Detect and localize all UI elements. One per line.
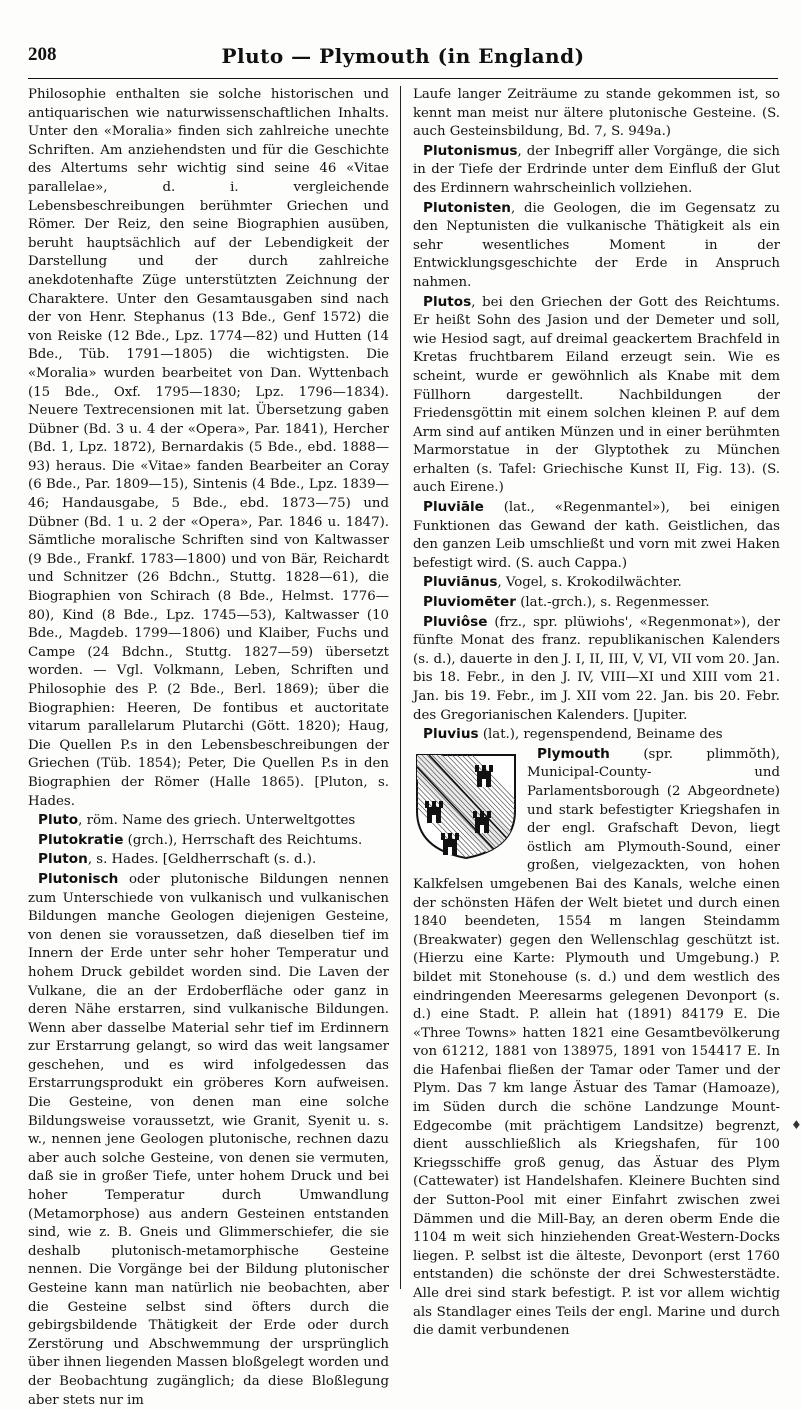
entry-l3 bbox=[28, 831, 389, 851]
headword: Plymouth bbox=[537, 745, 610, 762]
entry-text: (lat., «Regenmantel»), bei einigen Funktionen das Gewand der kath. Geistlichen, das den ganzen Leib umschließt und vorn mit zwei Haken befestigt wird. (S. auch Cappa.) bbox=[413, 500, 780, 571]
margin-mark: ♦ bbox=[791, 1118, 802, 1132]
headword: Pluto bbox=[38, 812, 79, 829]
entry-text: , Vogel, s. Krokodilwächter. bbox=[497, 575, 682, 591]
entry-r9 bbox=[413, 725, 780, 745]
continuation-text bbox=[413, 86, 780, 142]
left-column bbox=[28, 86, 389, 1408]
continuation-text bbox=[28, 86, 389, 811]
entry-r3 bbox=[413, 199, 780, 293]
entry-text: , röm. Name des griech. Unterweltgottes bbox=[78, 813, 356, 829]
entry-l5 bbox=[28, 870, 389, 1410]
headword: Pluviāle bbox=[423, 499, 484, 516]
entry-text: , s. Hades. [Geldherrschaft (s. d.). bbox=[87, 852, 317, 868]
castle-tower-icon bbox=[425, 801, 443, 823]
entry-text: (lat.), regenspendend, Beiname des bbox=[478, 727, 723, 743]
headword: Pluviānus bbox=[423, 574, 498, 591]
entry-text: Laufe langer Zeiträume zu stande gekommen ist, so kennt man meist nur ältere plutonische Gesteine. (S. auch Gesteinsbildung, Bd. 7, S. 949a.) bbox=[413, 87, 780, 140]
headword: Plutonisten bbox=[423, 199, 511, 216]
entry-text: , bei den Griechen der Gott des Reichtums. Er heißt Sohn des Jasion und der Demeter und soll, wie Hesiod sagt, auf dreimal geackertem Brachfeld in Kretas fruchtbarem Eiland erzeugt sein. Wie es scheint, wurde er gewöhnlich als Knabe mit dem Füllhorn dargestellt. Nachbildungen der Friedensgöttin mit einem solchen kleinen P. auf dem Arm sind auf antiken Münzen und in einer berühmten Marmorstatue in der Glyptothek zu München erhalten (s. Tafel: Griechische Kunst II, Fig. 13). (S. auch Eirene.) bbox=[413, 294, 780, 496]
page-number: 208 bbox=[28, 44, 57, 65]
headword: Plutokratie bbox=[38, 831, 124, 848]
headword: Pluviomēter bbox=[423, 594, 516, 611]
headword: Pluviôse bbox=[423, 613, 488, 630]
entry-r2 bbox=[413, 142, 780, 199]
column-divider bbox=[400, 86, 401, 1289]
headword: Plutonismus bbox=[423, 142, 518, 159]
entry-r4 bbox=[413, 293, 780, 499]
headword: Pluton bbox=[38, 851, 88, 868]
entry-l2 bbox=[28, 811, 389, 831]
headword: Plutonisch bbox=[38, 870, 119, 887]
castle-tower-icon bbox=[475, 765, 493, 787]
entry-r10 bbox=[413, 745, 780, 1341]
entry-text: (frz., spr. plüwiohs', «Regenmonat»), der fünfte Monat des franz. republikanischen Kalenders (s. d.), dauerte in den J. I, II, III, V, VI, VII vom 20. Jan. bis 18. Febr., in den J. IV, VIII—XI und XIII vom 21. Jan. bis 19. Febr., im J. XII vom 22. Jan. bis 20. Febr. des Gregorianischen Kalenders. [Jupiter. bbox=[413, 614, 780, 723]
headword: Plutos bbox=[423, 293, 472, 310]
entry-text: , die Geologen, die im Gegensatz zu den Neptunisten die vulkanische Thätigkeit als ein sehr wesentliches Moment in der Entwicklungsgeschichte der Erde in Anspruch nahmen. bbox=[413, 200, 780, 290]
entry-r6 bbox=[413, 573, 780, 593]
entry-text: (grch.), Herrschaft des Reichtums. bbox=[123, 832, 363, 848]
header-rule bbox=[28, 78, 778, 79]
entry-r5 bbox=[413, 498, 780, 573]
entry-text: (spr. plimmŏth), Municipal-County- und Parlamentsborough (2 Abgeordnete) und stark befestigter Kriegshafen in der engl. Grafschaft Devon, liegt östlich am Plymouth-Sound, einer großen, vielgezackten, von hohen Kalkfelsen umgebenen Bai des Kanals, welche einen der schönsten Häfen der Welt bietet und durch einen 1840 beendeten, 1554 m langen Steindamm (Breakwater) gegen den Wellenschlag geschützt ist. (Hierzu eine Karte: Plymouth und Umgebung.) P. bildet mit Stonehouse (s. d.) und dem westlich des eindringenden Meeresarms gelegenen Devonport (s. d.) eine Stadt. P. allein hat (1891) 84179 E. Die «Three Towns» hatten 1821 eine Gesamtbevölkerung von 61212, 1881 von 138975, 1891 von 154417 E. In die Hafenbai fließen der Tamar oder Tamer und der Plym. Das 7 km lange Ästuar des Tamar (Hamoaze), im Süden durch die schöne Landzunge Mount-Edgecombe (mit prächtigem Landsitze) begrenzt, dient ausschließlich als Kriegshafen, für 100 Kriegsschiffe groß genug, das Ästuar des Plym (Cattewater) ist Handelshafen. Kleinere Buchten sind der Sutton-Pool mit einer Einfahrt zwischen zwei Dämmen und die Mill-Bay, an deren oberm Ende die 1104 m weit sich hinziehenden Great-Western-Docks liegen. P. selbst ist die älteste, Devonport (erst 1760 entstanden) die schönste der drei Schwesterstädte. Alle drei sind stark befestigt. P. ist vor allem wichtig als Standlager eines Teils der engl. Marine und durch die damit verbundenen bbox=[413, 746, 780, 1339]
right-column bbox=[413, 86, 780, 1339]
entry-text: Philosophie enthalten sie solche historischen und antiquarischen wie naturwissenschaftlichen Inhalts. Unter den «Moralia» finden sich zahlreiche unechte Schriften. Am anziehendsten und für die Geschichte des Altertums sehr wichtig sind seine 46 «Vitae parallelae», d. i. vergleichende Lebensbeschreibungen berühmter Griechen und Römer. Der Reiz, den seine Biographien ausüben, beruht hauptsächlich auf der Lebendigkeit der Darstellung und der durch zahlreiche anekdotenhafte Züge unterstützten Zeichnung der Charaktere. Unter den Gesamtausgaben sind nach der von Henr. Stephanus (13 Bde., Genf 1572) die von Reiske (12 Bde., Lpz. 1774—82) und Hutten (14 Bde., Tüb. 1791—1805) die wichtigsten. Die «Moralia» wurden bearbeitet von Dan. Wyttenbach (15 Bde., Oxf. 1795—1830; Lpz. 1796—1834). Neuere Textrecensionen mit lat. Übersetzung gaben Dübner (Bd. 3 u. 4 der «Opera», Par. 1841), Hercher (Bd. 1, Lpz. 1872), Bernardakis (5 Bde., ebd. 1888—93) heraus. Die «Vitae» fanden Bearbeiter an Coray (6 Bde., Par. 1809—15), Sintenis (4 Bde., Lpz. 1839—46; Handausgabe, 5 Bde., ebd. 1873—75) und Dübner (Bd. 1 u. 2 der «Opera», Par. 1846 u. 1847). Sämtliche moralische Schriften sind von Kaltwasser (9 Bde., Frankf. 1783—1800) und von Bär, Reichardt und Schnitzer (26 Bdchn., Stuttg. 1828—61), die Biographien von Schirach (8 Bde., Helmst. 1776—80), Kind (8 Bde., Lpz. 1745—53), Kaltwasser (10 Bde., Magdeb. 1799—1806) und Klaiber, Fuchs und Campe (24 Bdchn., Stuttg. 1827—59) übersetzt worden. — Vgl. Volkmann, Leben, Schriften und Philosophie des P. (2 Bde., Berl. 1869); über die Biographien: Heeren, De fontibus et auctoritate vitarum parallelarum Plutarchi (Gött. 1820); Haug, Die Quellen P.s in den Lebensbeschreibungen der Griechen (Tüb. 1854); Peter, Die Quellen P.s in den Biographien der Römer (Halle 1865). [Pluton, s. Hades. bbox=[28, 87, 389, 809]
entry-r7 bbox=[413, 593, 780, 613]
entry-text: oder plutonische Bildungen nennen zum Unterschiede von vulkanisch und vulkanischen Bildungen manche Geologen diejenigen Gesteine, von denen sie voraussetzen, daß dieselben tief im Innern der Erde unter sehr hoher Temperatur und hohem Druck gebildet worden sind. Die Laven der Vulkane, die an der Erdoberfläche oder ganz in deren Nähe erstarren, sind vulkanische Bildungen. Wenn aber dasselbe Material sehr tief im Erdinnern zur Erstarrung gelangt, so wird das weit langsamer geschehen, und es wird infolgedessen das Erstarrungsprodukt ein gröberes Korn aufweisen. Die Gesteine, von denen man eine solche Bildungsweise voraussetzt, wie Granit, Syenit u. s. w., nennen jene Geologen plutonische, rechnen dazu aber auch solche Gesteine, von denen sie vermuten, daß sie in großer Tiefe, unter hohem Druck und bei hoher Temperatur durch Umwandlung (Metamorphose) aus andern Gesteinen entstanden sind, wie z. B. Gneis und Glimmerschiefer, die sie deshalb plutonisch-metamorphische Gesteine nennen. Die Vorgänge bei der Bildung plutonischer Gesteine kann man natürlich nie beobachten, aber die Gesteine selbst sind öfters durch die gebirgsbildende Thätigkeit der Erde oder durch Zerstörung und Abschwemmung der ursprünglich über ihnen liegenden Massen bloßgelegt worden und der Beobachtung zugänglich; da diese Bloßlegung aber stets nur im bbox=[28, 871, 389, 1408]
headword: Pluvius bbox=[423, 726, 479, 743]
entry-l4 bbox=[28, 850, 389, 870]
entry-text: (lat.-grch.), s. Regenmesser. bbox=[515, 595, 710, 611]
page-header bbox=[28, 44, 778, 78]
entry-r8 bbox=[413, 613, 780, 726]
entry-text: , der Inbegriff aller Vorgänge, die sich in der Tiefe der Erdrinde unter dem Einfluß der Glut des Erdinnern wahrscheinlich vollziehen. bbox=[413, 143, 780, 196]
castle-tower-icon bbox=[441, 833, 459, 855]
plymouth-coat-of-arms-icon bbox=[413, 751, 519, 861]
castle-tower-icon bbox=[473, 811, 491, 833]
running-head: Pluto — Plymouth (in England) bbox=[221, 44, 585, 68]
